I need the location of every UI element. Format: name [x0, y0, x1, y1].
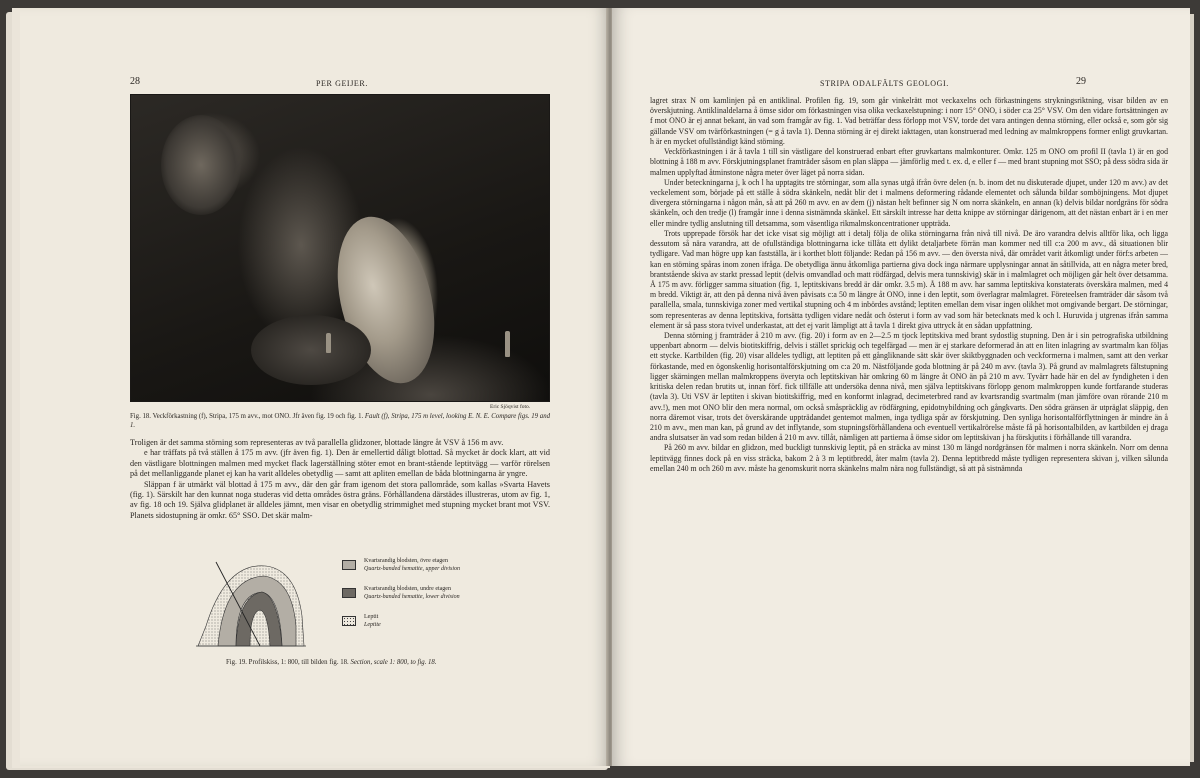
figure-19-section-diagram [196, 556, 306, 648]
legend-lower-sv: Kvartsrandig blodsten, undre etagen [364, 586, 451, 592]
right-running-head: STRIPA ODALFÄLTS GEOLOGI. [820, 79, 949, 88]
legend-leptite-sv: Leptit [364, 614, 379, 620]
legend-swatch-lower [342, 588, 356, 598]
left-running-head: PER GEIJER. [316, 79, 368, 88]
left-page [20, 8, 610, 766]
legend-lower-en: Quartz-banded hematite, lower division [364, 593, 460, 600]
figure-19-legend [342, 558, 542, 642]
figure-19-caption-sv: Fig. 19. Profilskiss, 1: 800, till bilden fig. 18. [226, 659, 349, 666]
left-page-number: 28 [130, 76, 140, 87]
person-figure-1 [326, 333, 331, 353]
legend-swatch-upper [342, 560, 356, 570]
figure-18-caption [130, 412, 550, 430]
right-paragraph-6: På 260 m avv. bildar en glidzon, med buckligt tunnskivig leptit, på en sträcka av minst 130 m längd nordgränsen för malmen i norra skänkeln. Norr om denna leptitvägg finnes dock på en viss sträcka, bakom 2 à 3 m leptitbredd, åter malm (tavla 2). Denna leptitbredd måste tydligen representera skivan j, vilken sålunda emellan 240 m och 260 m avv. måste ha genomskurit norra skänkelns malm nära nog fullständigt, så att på sistnämnda [650, 443, 1168, 473]
right-page-number: 29 [1076, 76, 1086, 87]
figure-19-caption [226, 658, 546, 667]
legend-upper-sv: Kvartsrandig blodsten, övre etagen [364, 558, 448, 564]
legend-item-upper [342, 558, 542, 586]
legend-leptite-en: Leptite [364, 621, 381, 628]
left-paragraph-3: Släppan f är utmärkt väl blottad å 175 m avv., där den går fram igenom det stora pallområde, som kallas »Svarta Havets (fig. 1). Särskilt har den kunnat noga studeras vid detta områdes östra gräns. Förhållandena därstädes illustreras, utom av fig. 1, av fig. 18 och 19. Själva glidplanet är alldeles jämnt, men visar en obetydlig strimmighet med stupning mycket brant mot VSV. Planets sidostupning är omkr. 65° SSO. Det skär malm- [130, 479, 550, 520]
right-body-text [650, 96, 1168, 474]
figure-18-photo [130, 94, 550, 402]
left-paragraph-1: Troligen är det samma störning som representeras av två parallella glidzoner, blottade längre åt VSV å 156 m avv. [130, 438, 504, 447]
right-page-edge [1190, 14, 1194, 762]
photo-credit: Eric Sjöqvist foto. [490, 404, 531, 410]
legend-swatch-leptite [342, 616, 356, 626]
person-figure-2 [505, 331, 510, 357]
left-paragraph-2: e har träffats på två ställen å 175 m avv. (jfr även fig. 1). Den är emellertid dåligt blottad. Så mycket är dock klart, att vid den västligare blottningen malmen med mycket flack lagerställning stöter emot en brant-stående leptitvägg — varför rörelsen på det mellanliggande planet ej kan ha varit alldeles obetydlig — samt att apliten emellan de båda blottningarna är yngre. [130, 448, 550, 479]
figure-18-caption-sv: Fig. 18. Veckförkastning (f), Stripa, 175 m avv., mot ONO. Jfr även fig. 19 och fig. 1. [130, 413, 364, 420]
right-paragraph-4: Trots upprepade försök har det icke visat sig möjligt att i detalj följa de olika störningarna från nivå till nivå. De äro varandra delvis alltför lika, och ligga dessutom så nära varandra, att de ofullständiga blottningarna icke tillåta ett dylikt detaljarbete förrän man kommer ned till c:a 200 m avv., då situationen blir tydligare. Vad man högre upp kan fastställa, är i korthet blott följande: Redan på 156 m avv. — den översta nivå, där området varit åtkomligt under förf:s arbeten — kan en störning spåras inom zonen ifråga. De obetydliga ännu åtkomliga partierna giva dock inga närmare upplysningar annat än såtillvida, att en några meter bred, brantstående skiva av starkt pressad leptit (delvis omvandlad och matt rödfärgad, delvis mera tunnskivig) skär in i malmlagret och möjligen går helt över detsamma. Å 175 m avv. förligger samma situation (fig. 1, leptitskivans bredd är där omkr. 3.5 m). Å 188 m avv. har samma leptitskiva konstaterats överskära malmen, med 4 m bredd. Viktigt är, att den på denna nivå även påvisats c:a 50 m längre åt ONO, inne i den leptit, som överlagrar malmlagret. Företeelsen framträder där såsom två parallella, smala, tunnskiviga zoner med vertikal stupning och 4 m inbördes avstånd; leptiten emellan dem visar ingen olikhet mot omgivande bergart. De störningar, som representeras av denna leptitskiva, fortsätta tydligen vidare nedåt och österut i form av vad som här betecknats med k och l. Huruvida j utgrenas ifrån samma element är så pass stora tvivel underkastat, att det ej varit lämpligt att å tavla 1 direkt giva uttryck åt en sådan uppfattning. [650, 228, 1168, 330]
right-paragraph-5: Denna störning j framträder å 210 m avv. (fig. 20) i form av en 2—2.5 m tjock leptitskiva med brant sydostlig stupning. Den är i sin petrografiska utbildning uppenbart abnorm — delvis biotitskiffrig, delvis i stället sprickig och tegelfärgad — men är ej starkare deformerad än att en liten inlagring av svartmalm kan följas ett stycke. Kartbilden (fig. 20) visar alldeles tydligt, att leptiten på ett gångliknande sätt skär över skiktbyggnaden och veckformerna i malmen, samt att den verkar förkastande, med en ögonskenlig horisontalförskjutning om c:a 20 m. Nästföljande goda blottning är på 240 m avv. (tavla 3). På grund av malmlagrets fältstupning ligger skärningen mellan malmkroppens överyta och leptitskivan här omkring 60 m längre åt ONO än på 210 m avv. Tyvärr hade här en del av fyndigheten i den kritiska delen redan brutits ut, innan förf. fick tillfälle att undersöka denna nivå, men själva leptitskivans förlopp genom malmkroppen kunde fortfarande studeras (tavla 3). Uti VSV är leptiten i skivan biotitskiffrig, med en konformt inlagrad, decimeterbred rand av kvartsrandig svartmalm (man jämföre ovan rörande 210 m avv.!), men mot ONO blir den mera normal, om också småspräcklig av rödfärgning, epidotnybildning och gångkvarts. Den södra gränsen är utpräglat släppig, den norra däremot visar, trots det överskärande uppträdandet gentemot malmen, inga tydliga spår av förskjutning. Den synliga horisontalförflyttningen är mindre än å 210 m avv., men man kan, på grund av det inflytande, som stupningsförhållandena och eventuell vertikalrörelse måste få på horisontalbilden, av kartbilden ej draga andra slutsatser än vad som redan bilden å 210 m avv. tillåt, nämligen att partierna å ömse sidor om leptitskivan j ha förskjutits i förhållande till varandra. [650, 331, 1168, 443]
legend-item-leptite [342, 614, 542, 642]
figure-19-caption-en: Section, scale 1: 800, to fig. 18. [350, 659, 437, 666]
right-paragraph-3: Under beteckningarna j, k och l ha upptagits tre störningar, som alla synas utgå ifrån övre delen (n. b. inom det nu diskuterade djupet, under 120 m avv.) av det veckelement som, började på ett ställe å södra skänkeln, nedåt blir det i malmens deformering rådande elementet och sålunda bildar somböjningens. Mot djupet divergera störningarna i någon mån, så att på 260 m avv. en av dem (j) nästan helt befinner sig N om norra skänkeln, en annan (k) delvis bildar nordgräns för södra skänkeln, och den tredje (l) framgår inne i denna sistnämnda skänkel. Ett särskilt intresse har detta knippe av störningar därigenom, att det nästan enbart är i en mer eller mindre tydlig anslutning till detsamma, som väsentliga rikmalmskoncentrationer uppträda. [650, 177, 1168, 228]
figure-18-caption-en: Fault (f), Stripa, 175 m level, looking E. N. E. Compare figs. 19 and 1. [130, 413, 550, 429]
right-paragraph-2: Veckförkastningen i är å tavla 1 till sin västligare del konstruerad enbart efter gruvkartans malmkonturer. Omkr. 125 m ONO om profil II (tavla 1) är en god blottning å 188 m avv. Förskjutningsplanet framträder såsom en plan släppa — jämförlig med t. ex. d, e eller f — med brant stupning mot SSO; på dess södra sida är malmen upplyftad åtminstone några meter över läget på norra sidan. [650, 147, 1168, 177]
legend-item-lower [342, 586, 542, 614]
legend-upper-en: Quartz-banded hematite, upper division [364, 565, 460, 572]
left-body-text [130, 438, 550, 521]
right-page [612, 8, 1190, 766]
right-paragraph-1: lagret strax N om kamlinjen på en antiklinal. Profilen fig. 19, som går vinkelrätt mot veckaxelns och förkastningens strykningsriktning, visar bilden av en överskjutning. Antiklinaldelarna å ömse sidor om förkastningen visa olika veckaxelstupning: i norr 15° ONO, i söder c:a 25° VSV. Om den vidare fortsättningen av f mot ONO är ej annat bekant, än vad som framgår av fig. 1. Vad beträffar dess förlopp mot VSV, torde det vara antingen denna störning, eller också e, som gör sig gällande VSV om tvärförkastningen (= g å tavla 1). Denna störning är ej direkt iakttagen, utan konstruerad med ledning av malmkroppens former enligt gruvkartan. h är en mycket ofullständigt känd störning. [650, 96, 1168, 146]
